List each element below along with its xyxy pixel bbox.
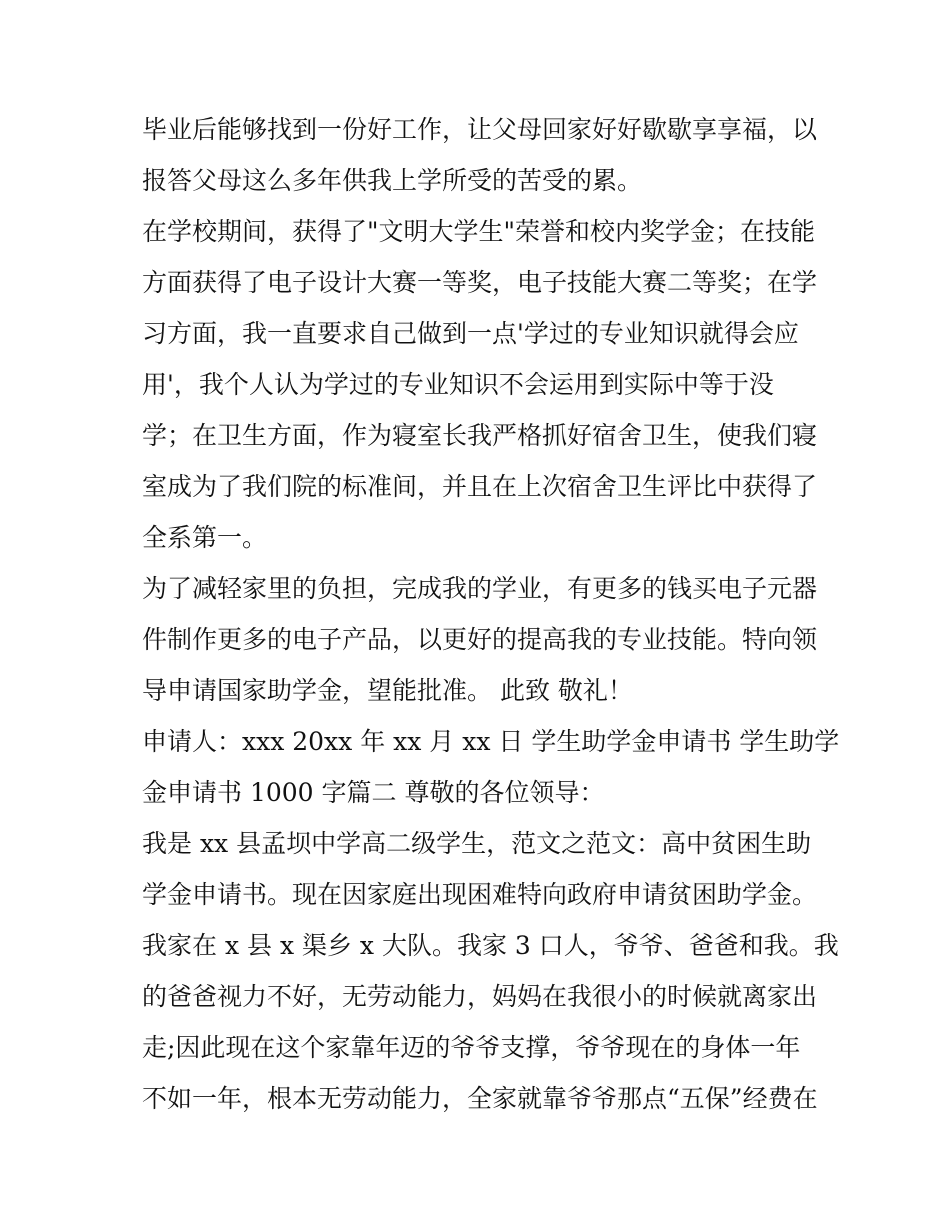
text-line: 为了减轻家里的负担，完成我的学业，有更多的钱买电子元器 — [142, 574, 818, 603]
text-line: 在学校期间，获得了"文明大学生"荣誉和校内奖学金；在技能 — [142, 217, 816, 246]
text-line: 室成为了我们院的标准间，并且在上次宿舍卫生评比中获得了 — [142, 472, 818, 501]
text-line: 我家在 x 县 x 渠乡 x 大队。我家 3 口人，爷爷、爸爸和我。我 — [142, 931, 839, 960]
text-line: 学金申请书。现在因家庭出现困难特向政府申请贫困助学金。 — [142, 880, 818, 909]
text-line: 学；在卫生方面，作为寝室长我严格抓好宿舍卫生，使我们寝 — [142, 421, 818, 450]
text-line: 全系第一。 — [142, 523, 268, 552]
text-line: 习方面，我一直要求自己做到一点'学过的专业知识就得会应 — [142, 319, 799, 348]
text-line: 我是 xx 县孟坝中学高二级学生，范文之范文：高中贫困生助 — [142, 829, 812, 858]
text-line: 申请人：xxx 20xx 年 xx 月 xx 日 学生助学金申请书 学生助学 — [142, 727, 840, 756]
body-text — [142, 104, 840, 1124]
text-line: 走;因此现在这个家靠年迈的爷爷支撑，爷爷现在的身体一年 — [142, 1033, 801, 1062]
text-line: 导申请国家助学金，望能批准。 此致 敬礼！ — [142, 676, 633, 705]
text-line: 报答父母这么多年供我上学所受的苦受的累。 — [142, 166, 643, 195]
text-line: 金申请书 1000 字篇二 尊敬的各位领导： — [142, 778, 605, 807]
text-line: 件制作更多的电子产品，以更好的提高我的专业技能。特向领 — [142, 625, 818, 654]
text-line: 用'，我个人认为学过的专业知识不会运用到实际中等于没 — [142, 370, 774, 399]
text-line: 毕业后能够找到一份好工作，让父母回家好好歇歇享享福，以 — [142, 115, 818, 144]
text-line: 方面获得了电子设计大赛一等奖，电子技能大赛二等奖；在学 — [142, 268, 818, 297]
text-line: 不如一年，根本无劳动能力，全家就靠爷爷那点“五保”经费在 — [142, 1084, 818, 1113]
text-line: 的爸爸视力不好，无劳动能力，妈妈在我很小的时候就离家出 — [142, 982, 818, 1011]
